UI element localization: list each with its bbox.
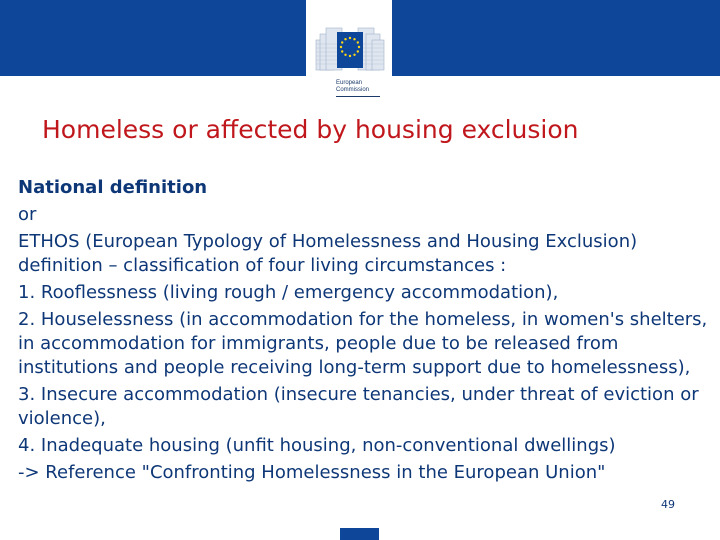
list-item-insecure-accommodation: 3. Insecure accommodation (insecure tenancies, under threat of eviction or violence),: [18, 384, 699, 429]
page-number: 49: [661, 498, 675, 511]
logo-wordmark: [336, 80, 392, 94]
list-item-rooflessness: 1. Rooflessness (living rough / emergency accommodation),: [18, 282, 559, 303]
or-text: or: [18, 204, 37, 225]
slide-body: [18, 176, 708, 485]
list-item-inadequate-housing: 4. Inadequate housing (unfit housing, non-conventional dwellings): [18, 435, 616, 456]
logo-line-2: Commission: [336, 87, 370, 93]
logo-line-1: European: [336, 80, 363, 86]
logo-underline: [336, 96, 380, 97]
commission-building-icon: [306, 0, 392, 80]
slide-title: Homeless or affected by housing exclusion: [42, 115, 579, 144]
list-item-houselessness: 2. Houselessness (in accommodation for the homeless, in women's shelters, in accommodation for immigrants, people due to be released from institutions and people receiving long-term support due to homelessness),: [18, 309, 708, 378]
national-definition-heading: National definition: [18, 177, 208, 198]
footer-tab: [340, 528, 379, 540]
reference-text: -> Reference "Confronting Homelessness in the European Union": [18, 462, 606, 483]
european-commission-logo: [306, 0, 392, 102]
ethos-definition: ETHOS (European Typology of Homelessness and Housing Exclusion) definition – classification of four living circumstances :: [18, 231, 638, 276]
